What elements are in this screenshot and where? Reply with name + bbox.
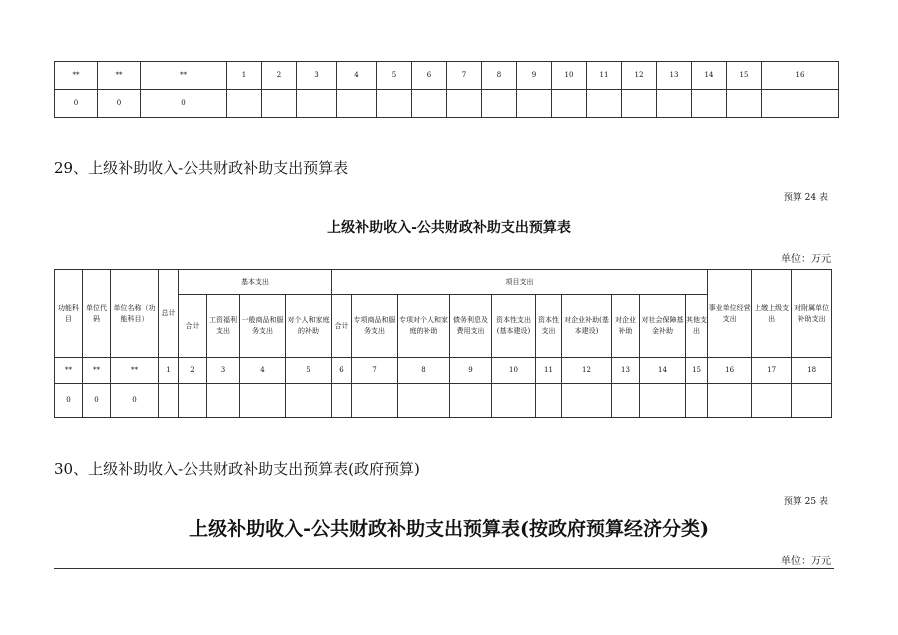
- header-cell: 其他支出: [686, 295, 708, 358]
- header-unit-code: 单位代码: [83, 270, 111, 358]
- header-cell: 对社会保障基金补助: [640, 295, 686, 358]
- table-cell: 6: [412, 62, 447, 90]
- header-cell: 专项对个人和家庭的补助: [398, 295, 450, 358]
- table-cell: [337, 90, 377, 118]
- table-cell: 1: [159, 358, 179, 384]
- table-cell: 4: [240, 358, 286, 384]
- table-cell: 11: [587, 62, 622, 90]
- table-cell: 6: [332, 358, 352, 384]
- table-cell: 3: [297, 62, 337, 90]
- table-row: [55, 62, 839, 90]
- section-heading-29: 29、上级补助收入-公共财政补助支出预算表: [54, 159, 349, 177]
- table-cell: [640, 384, 686, 418]
- header-basic: 基本支出: [179, 270, 332, 295]
- table-cell: [447, 90, 482, 118]
- header-cell: 一般商品和服务支出: [240, 295, 286, 358]
- table-cell: 14: [640, 358, 686, 384]
- table-cell: **: [141, 62, 227, 90]
- budget-table-24: [54, 269, 832, 418]
- table-cell: 8: [398, 358, 450, 384]
- table-number: 预算 24 表: [783, 193, 828, 203]
- table-cell: [562, 384, 612, 418]
- table-cell: [708, 384, 752, 418]
- header-unit-name: 单位名称（功能科目）: [111, 270, 159, 358]
- table-cell: [657, 90, 692, 118]
- unit-label: 单位：万元: [781, 556, 831, 567]
- table-cell: 0: [55, 90, 98, 118]
- table-cell: [692, 90, 727, 118]
- table-cell: 3: [207, 358, 240, 384]
- table-cell: **: [111, 358, 159, 384]
- header-cell: 对个人和家庭的补助: [286, 295, 332, 358]
- table-cell: [240, 384, 286, 418]
- table-cell: **: [98, 62, 141, 90]
- table-cell: [207, 384, 240, 418]
- table-cell: [482, 90, 517, 118]
- table-cell: [552, 90, 587, 118]
- table-cell: 4: [337, 62, 377, 90]
- section-heading-30: 30、上级补助收入-公共财政补助支出预算表(政府预算): [54, 460, 420, 478]
- table-cell: [792, 384, 832, 418]
- table-cell: [377, 90, 412, 118]
- table-cell: [179, 384, 207, 418]
- header-cell: 合计: [179, 295, 207, 358]
- table-cell: 2: [262, 62, 297, 90]
- header-cell: 工资福利支出: [207, 295, 240, 358]
- table-cell: [398, 384, 450, 418]
- header-upper: 上缴上级支出: [752, 270, 792, 358]
- table-cell: 8: [482, 62, 517, 90]
- table-cell: [286, 384, 332, 418]
- table-cell: 2: [179, 358, 207, 384]
- table-row: [55, 90, 839, 118]
- table-cell: [227, 90, 262, 118]
- table-cell: 5: [377, 62, 412, 90]
- table-cell: 0: [98, 90, 141, 118]
- table-cell: [622, 90, 657, 118]
- table-cell: 13: [612, 358, 640, 384]
- table-cell: [727, 90, 762, 118]
- table-cell: [450, 384, 492, 418]
- table-cell: 0: [111, 384, 159, 418]
- table-cell: [517, 90, 552, 118]
- header-func-subject: 功能科目: [55, 270, 83, 358]
- header-cell: 对企业补助(基本建设): [562, 295, 612, 358]
- header-cell: 资本性支出(基本建设): [492, 295, 536, 358]
- table-cell: [159, 384, 179, 418]
- table-cell: 1: [227, 62, 262, 90]
- header-total: 总计: [159, 270, 179, 358]
- table-cell: 12: [622, 62, 657, 90]
- table-cell: [297, 90, 337, 118]
- table-cell: 18: [792, 358, 832, 384]
- table-cell: 0: [55, 384, 83, 418]
- table-cell: 9: [517, 62, 552, 90]
- table-row: [55, 270, 832, 295]
- table-cell: [352, 384, 398, 418]
- header-cell: 合计: [332, 295, 352, 358]
- table-cell: 16: [708, 358, 752, 384]
- table-cell: [752, 384, 792, 418]
- table-cell: 12: [562, 358, 612, 384]
- table-cell: 10: [552, 62, 587, 90]
- table-cell: [536, 384, 562, 418]
- header-cell: 债务利息及费用支出: [450, 295, 492, 358]
- header-subsidy: 事业单位经营支出: [708, 270, 752, 358]
- table-cell: 11: [536, 358, 562, 384]
- table-cell: 15: [727, 62, 762, 90]
- table-top-border: [54, 568, 834, 569]
- table-cell: 17: [752, 358, 792, 384]
- header-cell: 资本性支出: [536, 295, 562, 358]
- table-cell: 9: [450, 358, 492, 384]
- header-cell: 专项商品和服务支出: [352, 295, 398, 358]
- table-cell: 0: [141, 90, 227, 118]
- unit-label: 单位：万元: [781, 254, 831, 265]
- table-row: [55, 384, 832, 418]
- table-number: 预算 25 表: [783, 497, 828, 507]
- table-cell: [332, 384, 352, 418]
- table-cell: **: [55, 358, 83, 384]
- header-project: 项目支出: [332, 270, 708, 295]
- table-cell: [492, 384, 536, 418]
- table-title: 上级补助收入-公共财政补助支出预算表: [327, 220, 571, 236]
- table-cell: 7: [447, 62, 482, 90]
- header-affiliated: 对附属单位补助支出: [792, 270, 832, 358]
- table-cell: **: [83, 358, 111, 384]
- table-row: [55, 358, 832, 384]
- table-cell: 7: [352, 358, 398, 384]
- table-cell: [262, 90, 297, 118]
- prior-table: [54, 61, 839, 118]
- table-cell: **: [55, 62, 98, 90]
- table-title: 上级补助收入-公共财政补助支出预算表(按政府预算经济分类): [189, 518, 709, 540]
- table-cell: 10: [492, 358, 536, 384]
- table-cell: [412, 90, 447, 118]
- table-cell: [686, 384, 708, 418]
- table-cell: [612, 384, 640, 418]
- table-cell: 16: [762, 62, 839, 90]
- header-cell: 对企业补助: [612, 295, 640, 358]
- table-cell: 0: [83, 384, 111, 418]
- table-cell: [762, 90, 839, 118]
- table-cell: [587, 90, 622, 118]
- table-cell: 13: [657, 62, 692, 90]
- table-cell: 5: [286, 358, 332, 384]
- table-cell: 14: [692, 62, 727, 90]
- table-cell: 15: [686, 358, 708, 384]
